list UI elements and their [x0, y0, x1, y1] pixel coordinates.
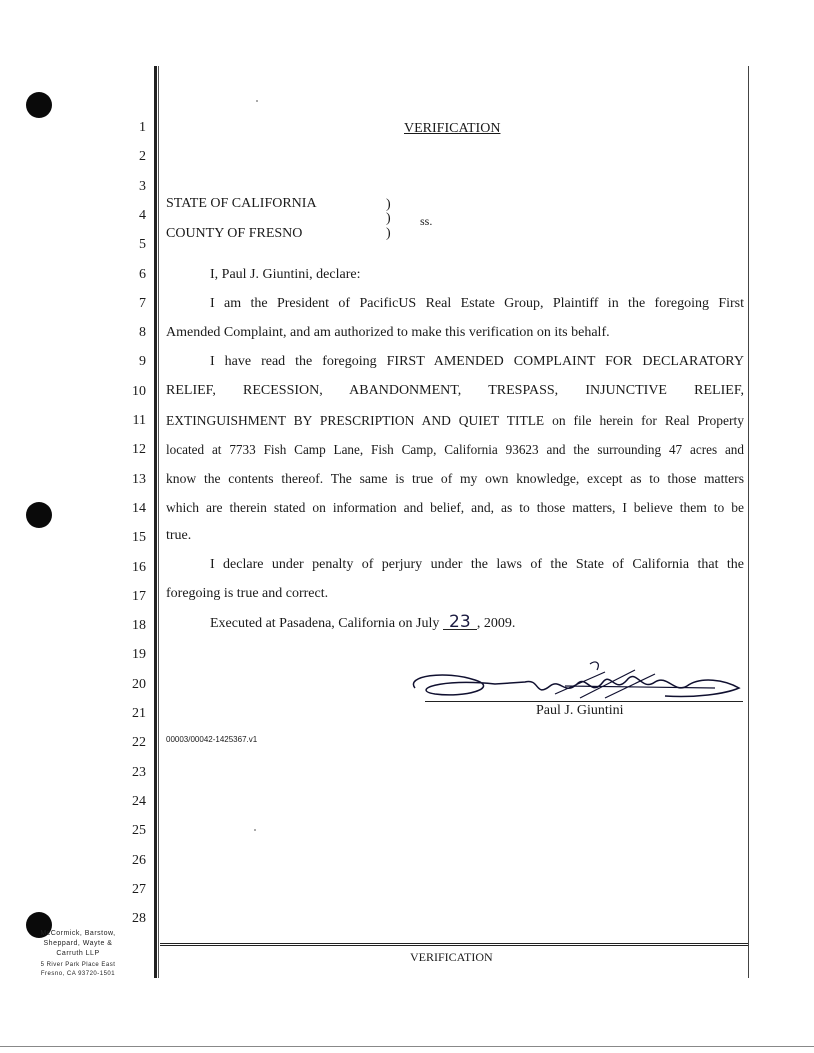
- line-number: 8: [139, 325, 146, 341]
- line-number: 3: [139, 178, 146, 194]
- body-line: I have read the foregoing FIRST AMENDED COMPLAINT FOR DECLARATORY: [210, 354, 744, 369]
- declaration-intro: I, Paul J. Giuntini, declare:: [210, 267, 361, 282]
- body-line: foregoing is true and correct.: [166, 586, 329, 601]
- body-line: Amended Complaint, and am authorized to make this verification on its behalf.: [166, 325, 610, 340]
- line-number: 12: [132, 442, 146, 458]
- firm-name-line: McCormick, Barstow,: [40, 930, 116, 937]
- document-id: 00003/00042-1425367.v1: [166, 735, 258, 744]
- line-number: 19: [132, 647, 146, 663]
- body-line: which are therein stated on information and belief, and, as to those matters, I believe them to be: [166, 500, 744, 515]
- line-number: 11: [132, 413, 146, 428]
- executed-prefix: Executed at Pasadena, California on July: [210, 616, 440, 631]
- line-number: 24: [132, 793, 146, 809]
- body-line: know the contents thereof. The same is true of my own knowledge, except as to those matters: [166, 471, 744, 486]
- line-number: 16: [132, 559, 146, 575]
- line-number: 6: [139, 266, 146, 282]
- line-number: 15: [132, 530, 146, 546]
- line-number: 25: [132, 823, 146, 839]
- line-number: 13: [132, 471, 146, 487]
- line-number: 9: [139, 354, 146, 370]
- venue-county: COUNTY OF FRESNO: [166, 226, 303, 241]
- signature-rule: [425, 701, 743, 702]
- body-line: I declare under penalty of perjury under the laws of the State of California that the: [210, 557, 744, 572]
- line-number: 17: [132, 588, 146, 604]
- document-title: VERIFICATION: [404, 121, 501, 136]
- line-number: 5: [139, 237, 146, 253]
- scan-edge: [0, 1046, 814, 1047]
- body-line: I am the President of PacificUS Real Estate Group, Plaintiff in the foregoing First: [210, 296, 744, 311]
- body-line: located at 7733 Fish Camp Lane, Fish Camp, California 93623 and the surrounding 47 acres and: [166, 442, 744, 457]
- executed-line: [210, 612, 516, 632]
- line-number: 14: [132, 500, 146, 516]
- binder-hole-middle: [26, 502, 52, 528]
- body-line: EXTINGUISHMENT BY PRESCRIPTION AND QUIET TITLE on file herein for Real Property: [166, 413, 744, 428]
- footer-label: VERIFICATION: [410, 950, 493, 964]
- body-line: RELIEF, RECESSION, ABANDONMENT, TRESPASS, INJUNCTIVE RELIEF,: [166, 383, 744, 398]
- footer-rule-top: [160, 943, 748, 944]
- line-number: 7: [139, 295, 146, 311]
- line-number: 26: [132, 852, 146, 868]
- line-number: 28: [132, 911, 146, 927]
- left-margin-rule: [154, 66, 157, 978]
- venue-state: STATE OF CALIFORNIA: [166, 196, 317, 211]
- scan-speck: [256, 100, 258, 102]
- footer-rule-bottom: [160, 945, 748, 946]
- line-number: 4: [139, 207, 146, 223]
- line-number: 27: [132, 881, 146, 897]
- left-margin-rule-inner: [158, 66, 159, 978]
- firm-address-line: Fresno, CA 93720-1501: [40, 971, 116, 977]
- executed-day-handwritten: 23: [443, 615, 477, 630]
- line-number: 23: [132, 764, 146, 780]
- scan-speck: [254, 829, 256, 831]
- venue-paren: ): [386, 226, 391, 241]
- line-number: 20: [132, 676, 146, 692]
- line-number: 22: [132, 735, 146, 751]
- venue-paren: ): [386, 197, 391, 212]
- venue-paren: ): [386, 211, 391, 226]
- body-line: true.: [166, 528, 192, 543]
- executed-suffix: , 2009.: [476, 616, 516, 631]
- binder-hole-top: [26, 92, 52, 118]
- line-number: 21: [132, 706, 146, 721]
- line-number: 18: [132, 618, 146, 634]
- firm-name-line: Carruth LLP: [56, 950, 100, 957]
- firm-name-line: Sheppard, Wayte &: [43, 940, 113, 947]
- line-number: 1: [139, 120, 146, 135]
- line-number: 2: [139, 149, 146, 165]
- signatory-name: Paul J. Giuntini: [536, 703, 624, 718]
- venue-ss: ss.: [420, 214, 433, 228]
- firm-address-line: 5 River Park Place East: [40, 962, 116, 968]
- line-number: 10: [132, 383, 146, 399]
- right-margin-rule: [748, 66, 749, 978]
